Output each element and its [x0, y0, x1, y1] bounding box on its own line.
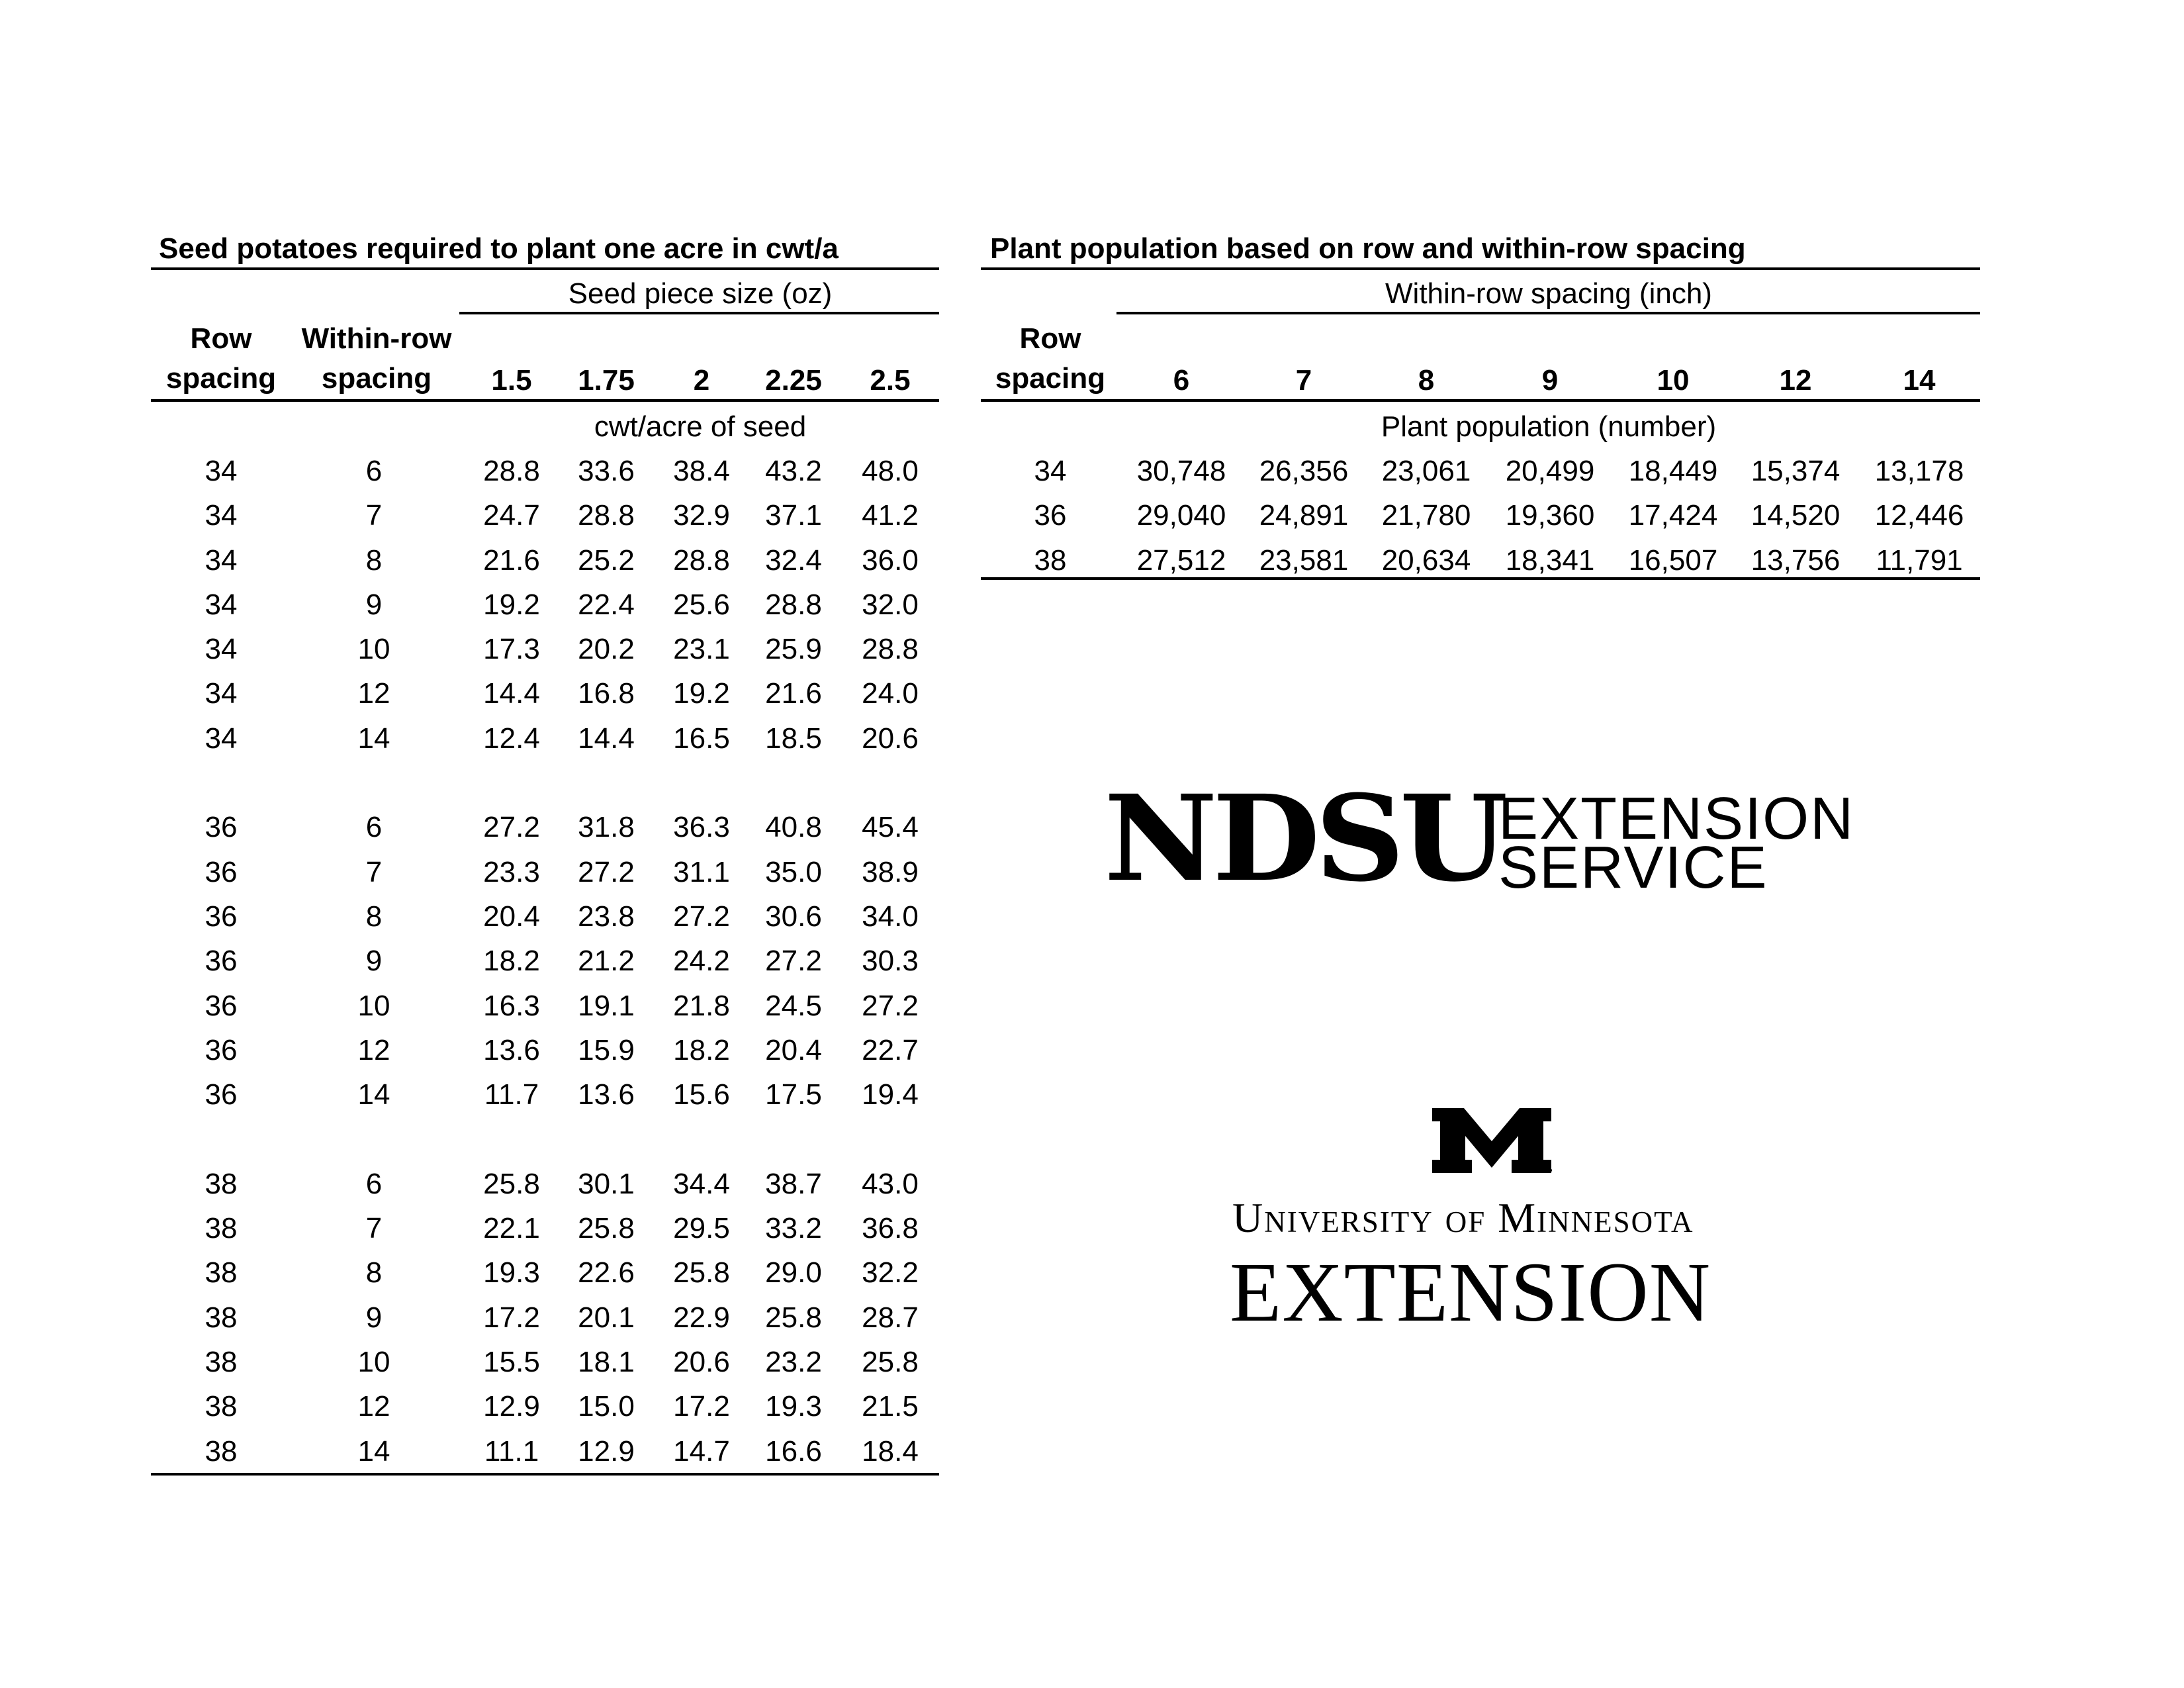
- seed-value-cell: 21.5: [862, 1390, 919, 1423]
- spacing-header: 9: [1541, 364, 1559, 397]
- within-row-cell: 7: [365, 856, 383, 888]
- seed-value-cell: 17.2: [483, 1301, 540, 1334]
- population-header-rule: [981, 399, 1980, 402]
- row-spacing-cell: 34: [205, 633, 238, 665]
- spacing-header: 12: [1779, 364, 1812, 397]
- population-value-cell: 16,507: [1628, 544, 1718, 577]
- row-spacing-cell: 34: [205, 499, 238, 532]
- population-value-cell: 14,520: [1751, 499, 1841, 532]
- seed-value-cell: 27.2: [578, 856, 635, 888]
- seed-table-top-rule: [151, 267, 939, 270]
- population-value-cell: 13,178: [1874, 455, 1964, 487]
- seed-value-cell: 33.2: [765, 1212, 822, 1244]
- seed-value-cell: 31.1: [673, 856, 730, 888]
- row-spacing-cell: 38: [205, 1390, 238, 1423]
- within-row-cell: 12: [357, 677, 390, 710]
- seed-value-cell: 18.4: [862, 1435, 919, 1468]
- population-value-cell: 19,360: [1505, 499, 1595, 532]
- umn-university-text: University of Minnesota: [1232, 1194, 1694, 1241]
- population-value-cell: 15,374: [1751, 455, 1841, 487]
- ndsu-extension-text: EXTENSION: [1498, 786, 1855, 852]
- seed-value-cell: 41.2: [862, 499, 919, 532]
- population-value-cell: 21,780: [1381, 499, 1471, 532]
- seed-value-cell: 25.8: [862, 1346, 919, 1378]
- row-spacing-cell: 38: [205, 1168, 238, 1200]
- seed-value-cell: 18.1: [578, 1346, 635, 1378]
- seed-value-cell: 30.3: [862, 945, 919, 977]
- seed-value-cell: 32.4: [765, 544, 822, 577]
- row-spacing-cell: 34: [1034, 455, 1067, 487]
- seed-value-cell: 25.8: [483, 1168, 540, 1200]
- seed-value-cell: 29.5: [673, 1212, 730, 1244]
- seed-value-cell: 34.4: [673, 1168, 730, 1200]
- population-bottom-rule: [981, 577, 1980, 580]
- seed-value-cell: 30.6: [765, 900, 822, 933]
- seed-value-cell: 21.2: [578, 945, 635, 977]
- seed-value-cell: 43.0: [862, 1168, 919, 1200]
- seed-value-cell: 38.4: [673, 455, 730, 487]
- seed-value-cell: 24.2: [673, 945, 730, 977]
- seed-value-cell: 31.8: [578, 811, 635, 843]
- row-spacing-cell: 38: [205, 1435, 238, 1468]
- within-row-cell: 8: [365, 1256, 383, 1289]
- seed-value-cell: 25.8: [673, 1256, 730, 1289]
- population-value-cell: 30,748: [1136, 455, 1226, 487]
- row-spacing-cell: 36: [1034, 499, 1067, 532]
- population-value-cell: 20,499: [1505, 455, 1595, 487]
- seed-value-cell: 14.4: [578, 722, 635, 755]
- seed-value-cell: 19.3: [483, 1256, 540, 1289]
- within-row-cell: 10: [357, 990, 390, 1022]
- seed-value-cell: 11.1: [484, 1435, 539, 1468]
- seed-value-cell: 21.6: [765, 677, 822, 710]
- population-unit-header: Plant population (number): [1381, 410, 1717, 443]
- seed-value-cell: 16.8: [578, 677, 635, 710]
- seed-table-title: Seed potatoes required to plant one acre in cwt/a: [159, 232, 839, 265]
- seed-value-cell: 18.5: [765, 722, 822, 755]
- seed-value-cell: 36.3: [673, 811, 730, 843]
- seed-value-cell: 16.6: [765, 1435, 822, 1468]
- spacing-header: 8: [1418, 364, 1435, 397]
- seed-value-cell: 28.8: [765, 588, 822, 621]
- within-row-cell: 14: [357, 722, 390, 755]
- within-row-cell: 6: [365, 455, 383, 487]
- population-value-cell: 11,791: [1876, 544, 1963, 577]
- seed-value-cell: 43.2: [765, 455, 822, 487]
- seed-value-cell: 37.1: [765, 499, 822, 532]
- seed-value-cell: 17.5: [765, 1078, 822, 1111]
- seed-value-cell: 22.4: [578, 588, 635, 621]
- row-spacing-cell: 34: [205, 544, 238, 577]
- population-value-cell: 18,341: [1505, 544, 1595, 577]
- row-spacing-cell: 38: [1034, 544, 1067, 577]
- seed-value-cell: 23.1: [673, 633, 730, 665]
- seed-value-cell: 17.2: [673, 1390, 730, 1423]
- ndsu-wordmark: NDSU: [1104, 769, 1503, 908]
- seed-value-cell: 28.8: [862, 633, 919, 665]
- seed-value-cell: 27.2: [765, 945, 822, 977]
- seed-value-cell: 15.6: [673, 1078, 730, 1111]
- within-row-header-line2: spacing: [321, 362, 432, 395]
- row-spacing-cell: 38: [205, 1212, 238, 1244]
- row-spacing-cell: 38: [205, 1346, 238, 1378]
- seed-value-cell: 45.4: [862, 811, 919, 843]
- seed-value-cell: 16.5: [673, 722, 730, 755]
- seed-value-cell: 25.6: [673, 588, 730, 621]
- seed-group-rule: [459, 312, 939, 314]
- row-spacing-cell: 36: [205, 990, 238, 1022]
- within-row-cell: 6: [365, 811, 383, 843]
- seed-value-cell: 25.2: [578, 544, 635, 577]
- population-value-cell: 20,634: [1381, 544, 1471, 577]
- within-row-cell: 14: [357, 1435, 390, 1468]
- seed-size-header: 2.5: [870, 364, 911, 397]
- umn-extension-text: EXTENSION: [1230, 1245, 1711, 1339]
- population-group-rule: [1116, 312, 1980, 314]
- row-spacing-header-line2: spacing: [165, 362, 277, 395]
- seed-table-bottom-rule: [151, 1473, 939, 1476]
- seed-value-cell: 24.5: [765, 990, 822, 1022]
- within-row-cell: 14: [357, 1078, 390, 1111]
- row-spacing-cell: 34: [205, 588, 238, 621]
- population-table-title: Plant population based on row and within-row spacing: [990, 232, 1746, 265]
- seed-value-cell: 15.5: [483, 1346, 540, 1378]
- population-value-cell: 13,756: [1751, 544, 1841, 577]
- seed-value-cell: 23.3: [483, 856, 540, 888]
- row-spacing-cell: 34: [205, 677, 238, 710]
- seed-value-cell: 40.8: [765, 811, 822, 843]
- seed-value-cell: 13.6: [578, 1078, 635, 1111]
- seed-value-cell: 36.0: [862, 544, 919, 577]
- population-value-cell: 18,449: [1628, 455, 1718, 487]
- within-row-cell: 7: [365, 499, 383, 532]
- seed-value-cell: 28.8: [578, 499, 635, 532]
- seed-size-header: 2: [693, 364, 710, 397]
- seed-value-cell: 28.8: [483, 455, 540, 487]
- seed-value-cell: 30.1: [578, 1168, 635, 1200]
- seed-value-cell: 35.0: [765, 856, 822, 888]
- seed-value-cell: 29.0: [765, 1256, 822, 1289]
- seed-value-cell: 27.2: [673, 900, 730, 933]
- seed-value-cell: 19.3: [765, 1390, 822, 1423]
- seed-value-cell: 19.2: [483, 588, 540, 621]
- row-spacing-cell: 36: [205, 945, 238, 977]
- seed-value-cell: 25.8: [578, 1212, 635, 1244]
- seed-value-cell: 20.6: [862, 722, 919, 755]
- seed-value-cell: 38.9: [862, 856, 919, 888]
- seed-value-cell: 20.6: [673, 1346, 730, 1378]
- row-spacing-cell: 34: [205, 722, 238, 755]
- within-row-cell: 10: [357, 1346, 390, 1378]
- seed-value-cell: 38.7: [765, 1168, 822, 1200]
- within-row-cell: 7: [365, 1212, 383, 1244]
- seed-value-cell: 20.4: [483, 900, 540, 933]
- seed-value-cell: 48.0: [862, 455, 919, 487]
- seed-value-cell: 21.6: [483, 544, 540, 577]
- seed-value-cell: 12.9: [578, 1435, 635, 1468]
- seed-value-cell: 11.7: [484, 1078, 539, 1111]
- population-value-cell: 26,356: [1259, 455, 1349, 487]
- within-row-cell: 8: [365, 544, 383, 577]
- seed-value-cell: 20.2: [578, 633, 635, 665]
- within-row-cell: 10: [357, 633, 390, 665]
- seed-value-cell: 14.4: [483, 677, 540, 710]
- seed-value-cell: 22.7: [862, 1034, 919, 1066]
- seed-value-cell: 19.2: [673, 677, 730, 710]
- population-value-cell: 24,891: [1259, 499, 1349, 532]
- seed-value-cell: 23.8: [578, 900, 635, 933]
- within-row-cell: 6: [365, 1168, 383, 1200]
- seed-value-cell: 27.2: [862, 990, 919, 1022]
- within-row-cell: 9: [365, 945, 383, 977]
- seed-value-cell: 28.7: [862, 1301, 919, 1334]
- population-value-cell: 17,424: [1628, 499, 1718, 532]
- row-spacing-cell: 36: [205, 1034, 238, 1066]
- spacing-header: 14: [1903, 364, 1936, 397]
- within-row-cell: 9: [365, 588, 383, 621]
- seed-value-cell: 25.8: [765, 1301, 822, 1334]
- row-spacing-header-line1: Row: [190, 322, 252, 355]
- seed-value-cell: 17.3: [483, 633, 540, 665]
- umn-m-icon: [1430, 1104, 1554, 1177]
- spacing-header: 6: [1173, 364, 1190, 397]
- pop-row-spacing-header-line1: Row: [1019, 322, 1081, 355]
- spacing-header: 10: [1657, 364, 1690, 397]
- seed-size-header: 2.25: [765, 364, 822, 397]
- seed-value-cell: 15.0: [578, 1390, 635, 1423]
- seed-value-cell: 34.0: [862, 900, 919, 933]
- population-value-cell: 23,061: [1381, 455, 1471, 487]
- seed-piece-size-header: Seed piece size (oz): [568, 277, 833, 310]
- seed-value-cell: 28.8: [673, 544, 730, 577]
- row-spacing-cell: 38: [205, 1301, 238, 1334]
- row-spacing-cell: 34: [205, 455, 238, 487]
- seed-value-cell: 16.3: [483, 990, 540, 1022]
- seed-value-cell: 18.2: [483, 945, 540, 977]
- row-spacing-cell: 38: [205, 1256, 238, 1289]
- seed-size-header: 1.75: [578, 364, 635, 397]
- seed-value-cell: 32.2: [862, 1256, 919, 1289]
- within-row-cell: 12: [357, 1034, 390, 1066]
- seed-value-cell: 33.6: [578, 455, 635, 487]
- pop-row-spacing-header-line2: spacing: [995, 362, 1106, 395]
- seed-value-cell: 12.9: [483, 1390, 540, 1423]
- seed-value-cell: 19.4: [862, 1078, 919, 1111]
- seed-value-cell: 12.4: [483, 722, 540, 755]
- seed-value-cell: 15.9: [578, 1034, 635, 1066]
- seed-value-cell: 22.1: [483, 1212, 540, 1244]
- seed-value-cell: 36.8: [862, 1212, 919, 1244]
- seed-value-cell: 25.9: [765, 633, 822, 665]
- population-value-cell: 12,446: [1874, 499, 1964, 532]
- seed-value-cell: 27.2: [483, 811, 540, 843]
- row-spacing-cell: 36: [205, 856, 238, 888]
- ndsu-service-text: SERVICE: [1498, 835, 1768, 901]
- seed-value-cell: 19.1: [578, 990, 635, 1022]
- seed-value-cell: 13.6: [483, 1034, 540, 1066]
- seed-value-cell: 24.0: [862, 677, 919, 710]
- seed-value-cell: 21.8: [673, 990, 730, 1022]
- within-row-header-line1: Within-row: [301, 322, 452, 355]
- seed-value-cell: 22.9: [673, 1301, 730, 1334]
- within-row-cell: 8: [365, 900, 383, 933]
- seed-value-cell: 20.1: [578, 1301, 635, 1334]
- seed-value-cell: 32.9: [673, 499, 730, 532]
- within-row-cell: 9: [365, 1301, 383, 1334]
- seed-value-cell: 14.7: [673, 1435, 730, 1468]
- seed-value-cell: 18.2: [673, 1034, 730, 1066]
- seed-unit-header: cwt/acre of seed: [594, 410, 807, 443]
- seed-value-cell: 23.2: [765, 1346, 822, 1378]
- seed-header-rule: [151, 399, 939, 402]
- seed-value-cell: 22.6: [578, 1256, 635, 1289]
- within-row-cell: 12: [357, 1390, 390, 1423]
- population-value-cell: 27,512: [1136, 544, 1226, 577]
- row-spacing-cell: 36: [205, 811, 238, 843]
- population-value-cell: 23,581: [1259, 544, 1349, 577]
- row-spacing-cell: 36: [205, 900, 238, 933]
- population-top-rule: [981, 267, 1980, 270]
- row-spacing-cell: 36: [205, 1078, 238, 1111]
- seed-value-cell: 20.4: [765, 1034, 822, 1066]
- seed-size-header: 1.5: [491, 364, 532, 397]
- spacing-header: 7: [1295, 364, 1312, 397]
- within-row-spacing-header: Within-row spacing (inch): [1385, 277, 1712, 310]
- seed-value-cell: 32.0: [862, 588, 919, 621]
- seed-value-cell: 24.7: [483, 499, 540, 532]
- population-value-cell: 29,040: [1136, 499, 1226, 532]
